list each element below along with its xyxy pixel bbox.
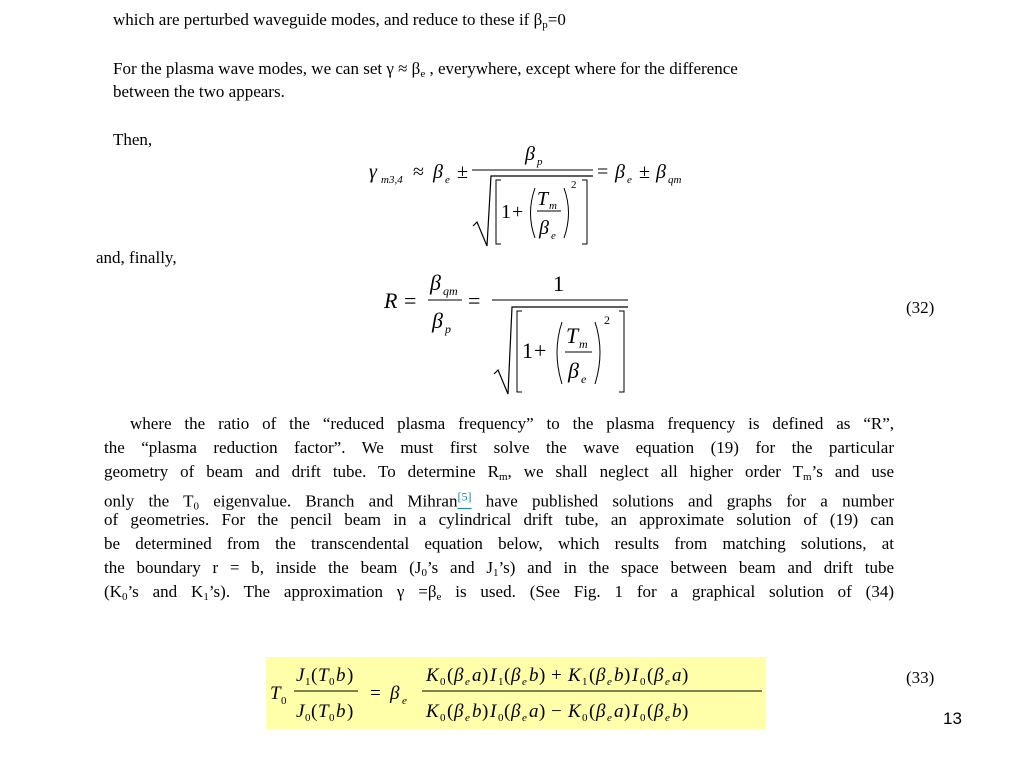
- svg-text:0: 0: [582, 712, 588, 724]
- para-line-8: ($K_0’s$ and $K_1’s$). The approximation $\gamma =\beta_e$ is used. (See Fig. 1 for a graphical solution of (34): [104, 582, 894, 603]
- eq-pm: ±: [457, 161, 468, 183]
- svg-text:0: 0: [440, 712, 446, 724]
- svg-text:(: (: [311, 665, 318, 686]
- svg-text:β: β: [654, 665, 664, 686]
- svg-text:1: 1: [498, 676, 504, 688]
- svg-text:e: e: [607, 676, 612, 688]
- svg-text:e: e: [402, 695, 407, 707]
- eq-beta-e3: β: [539, 217, 549, 239]
- svg-text:J: J: [296, 665, 305, 686]
- svg-text:e: e: [665, 676, 670, 688]
- svg-text:I: I: [490, 701, 497, 722]
- svg-text:+: +: [551, 665, 562, 686]
- svg-text:): ): [624, 701, 631, 722]
- eq-beta-p-sub: p: [537, 156, 543, 168]
- para-line-6: be determined from the transcendental equation below, which results from matching solutions, at: [104, 534, 894, 553]
- intro-line-3: between the two appears.: [113, 82, 285, 101]
- svg-text:): ): [482, 701, 489, 722]
- svg-text:a: a: [672, 665, 682, 686]
- intro-line-1: which are perturbed waveguide modes, and reduce to these if $\beta_p=0$: [113, 10, 566, 31]
- eq-beta-e: β: [433, 161, 443, 183]
- eq-R-beta-e-sub: e: [581, 372, 587, 386]
- eq-R-exp: 2: [604, 313, 610, 327]
- svg-text:(: (: [589, 665, 596, 686]
- svg-text:I: I: [632, 701, 639, 722]
- svg-text:β: β: [511, 665, 521, 686]
- svg-text:e: e: [465, 712, 470, 724]
- svg-text:(: (: [504, 665, 511, 686]
- eq-gamma: γ: [369, 161, 377, 183]
- svg-text:=: =: [370, 683, 381, 704]
- para-line-4: only the $T_0$ eigenvalue. Branch and Mihran[5] have published solutions and graphs for a number: [104, 489, 895, 513]
- eq-beta-e-sub: e: [445, 174, 450, 186]
- svg-text:1: 1: [305, 676, 311, 688]
- eq-pm2: ±: [639, 161, 650, 183]
- eq-beta-e2: β: [615, 161, 625, 183]
- eq-R-numer: 1: [553, 271, 564, 296]
- eq-beta-p: β: [525, 143, 535, 165]
- eq-beta-qm: β: [656, 161, 666, 183]
- svg-text:β: β: [596, 701, 606, 722]
- svg-text:(: (: [589, 701, 596, 722]
- svg-text:a: a: [614, 701, 624, 722]
- svg-text:0: 0: [305, 712, 311, 724]
- svg-text:): ): [347, 665, 354, 686]
- equation-number-32: (32): [906, 298, 935, 317]
- eq-R-beta-p: β: [432, 308, 443, 333]
- svg-text:β: β: [454, 665, 464, 686]
- eq-paren-left: [531, 188, 536, 238]
- para-line-7: the boundary r = b, inside the beam ($J_0’s$ and $J_1’s$) and in the space between beam and drift tube: [104, 558, 894, 579]
- eq-T: T: [537, 188, 549, 210]
- svg-text:): ): [347, 701, 354, 722]
- eq-exp: 2: [571, 179, 577, 191]
- eq-R-T-sub: m: [579, 337, 588, 351]
- eq-beta-e2-sub: e: [627, 174, 632, 186]
- svg-text:e: e: [522, 676, 527, 688]
- para-line-3: geometry of beam and drift tube. To determine $R_m$, we shall neglect all higher order $T_m’s$ and use: [104, 462, 895, 483]
- svg-text:β: β: [654, 701, 664, 722]
- eq-one: 1: [501, 201, 511, 223]
- equation-33: [266, 657, 766, 729]
- eq-beta-qm-sub: qm: [668, 174, 682, 186]
- svg-text:β: β: [454, 701, 464, 722]
- eq-R-equals-2: =: [468, 288, 481, 313]
- svg-text:): ): [682, 665, 689, 686]
- svg-text:): ): [539, 665, 546, 686]
- page-number: 13: [943, 709, 962, 728]
- eq-R-bracket-right: [619, 311, 624, 392]
- eq-R-paren-right: [595, 322, 600, 384]
- eq-plus: +: [512, 201, 524, 223]
- intro-line-2: For the plasma wave modes, we can set $\gamma \approx \beta_e$ , everywhere, except where for the difference: [113, 59, 738, 80]
- svg-text:e: e: [607, 712, 612, 724]
- eq-beta-e3-sub: e: [551, 230, 556, 242]
- eq-R-beta-e: β: [568, 358, 579, 383]
- svg-text:e: e: [522, 712, 527, 724]
- svg-text:I: I: [632, 665, 639, 686]
- svg-text:b: b: [672, 701, 682, 722]
- eq-R-beta-qm-sub: qm: [443, 284, 458, 298]
- svg-text:1: 1: [582, 676, 588, 688]
- svg-text:e: e: [665, 712, 670, 724]
- svg-text:I: I: [490, 665, 497, 686]
- svg-text:T: T: [318, 701, 329, 722]
- eq-R-plus: +: [534, 338, 547, 363]
- eq-approx: ≈: [413, 161, 424, 183]
- svg-text:a: a: [529, 701, 539, 722]
- r-equation: [380, 266, 640, 400]
- eq-R-beta-p-sub: p: [445, 322, 451, 336]
- svg-text:T: T: [318, 665, 329, 686]
- svg-text:(: (: [311, 701, 318, 722]
- svg-text:β: β: [596, 665, 606, 686]
- eq-R-one: 1: [522, 338, 533, 363]
- svg-text:(: (: [447, 665, 454, 686]
- svg-text:0: 0: [281, 695, 287, 707]
- eq-T-sub: m: [549, 200, 557, 212]
- eq-R-T: T: [566, 323, 579, 348]
- svg-text:β: β: [511, 701, 521, 722]
- svg-text:b: b: [336, 665, 346, 686]
- svg-text:K: K: [568, 701, 581, 722]
- svg-text:β: β: [390, 683, 400, 704]
- gamma-equation: [365, 138, 695, 250]
- eq-R-beta-qm: β: [430, 270, 441, 295]
- svg-text:): ): [682, 701, 689, 722]
- svg-text:(: (: [447, 701, 454, 722]
- eq-R-paren-left: [557, 322, 562, 384]
- svg-text:K: K: [426, 665, 439, 686]
- svg-text:J: J: [296, 701, 305, 722]
- and-finally-label: and, finally,: [96, 248, 177, 267]
- svg-text:0: 0: [640, 676, 646, 688]
- svg-text:(: (: [647, 701, 654, 722]
- para-line-5: of geometries. For the pencil beam in a cylindrical drift tube, an approximate solution of (19) can: [104, 510, 894, 529]
- svg-text:b: b: [336, 701, 346, 722]
- eq-gamma-sub: m3,4: [381, 174, 403, 186]
- eq-R: R: [384, 288, 398, 313]
- para-line-1: where the ratio of the “reduced plasma frequency” to the plasma frequency is defined as “R”,: [130, 414, 894, 433]
- svg-text:0: 0: [329, 676, 335, 688]
- svg-text:a: a: [472, 665, 482, 686]
- svg-text:b: b: [472, 701, 482, 722]
- equation-number-33: (33): [906, 668, 935, 687]
- svg-text:0: 0: [640, 712, 646, 724]
- then-label: Then,: [113, 130, 153, 149]
- eq-R-equals: =: [404, 288, 417, 313]
- svg-text:0: 0: [498, 712, 504, 724]
- svg-text:): ): [624, 665, 631, 686]
- eq-equals: =: [597, 161, 609, 183]
- svg-text:0: 0: [440, 676, 446, 688]
- svg-text:b: b: [529, 665, 539, 686]
- svg-text:T: T: [270, 683, 281, 704]
- eq-paren-right: [564, 188, 569, 238]
- svg-text:(: (: [504, 701, 511, 722]
- reference-link-5[interactable]: [5]: [457, 489, 472, 503]
- svg-text:K: K: [426, 701, 439, 722]
- svg-text:0: 0: [329, 712, 335, 724]
- para-line-2: the “plasma reduction factor”. We must first solve the wave equation (19) for the particular: [104, 438, 894, 457]
- svg-text:K: K: [568, 665, 581, 686]
- svg-text:−: −: [551, 701, 562, 722]
- svg-text:): ): [539, 701, 546, 722]
- eq-bracket-right: [582, 180, 587, 244]
- svg-text:): ): [482, 665, 489, 686]
- svg-text:b: b: [614, 665, 624, 686]
- svg-text:(: (: [647, 665, 654, 686]
- svg-text:e: e: [465, 676, 470, 688]
